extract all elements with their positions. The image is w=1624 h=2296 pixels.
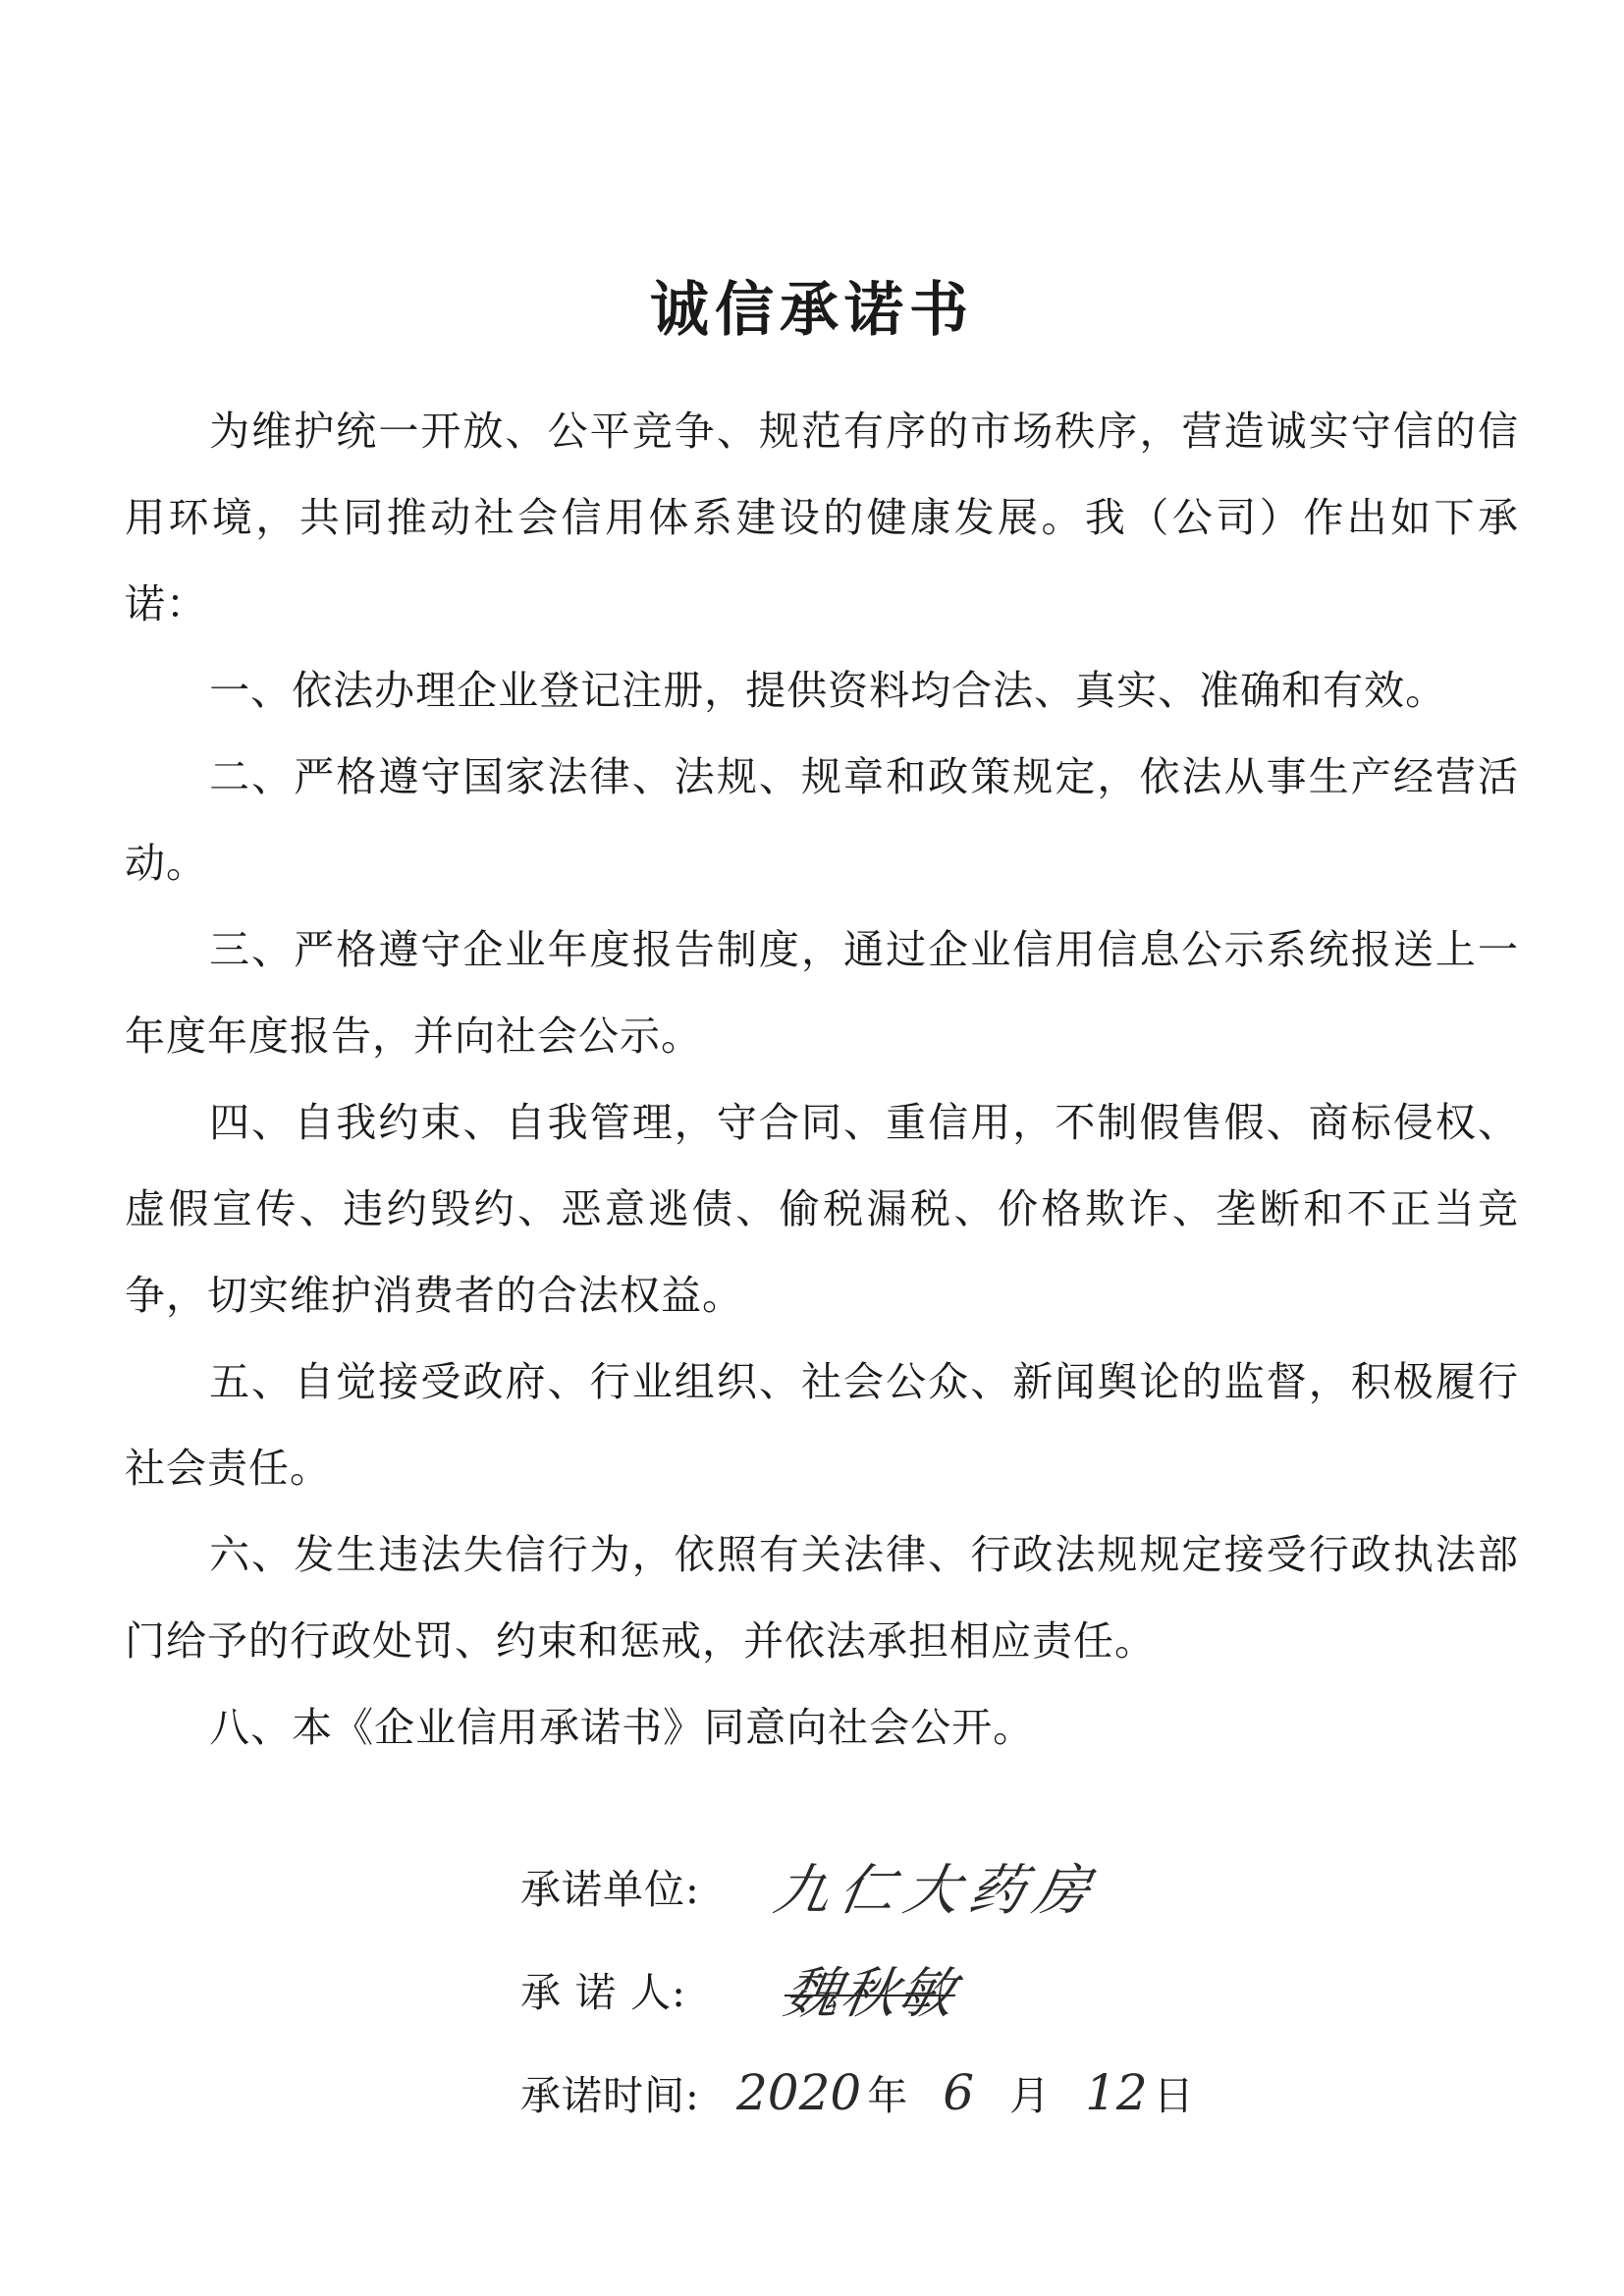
handwritten-date: [736, 2063, 1200, 2121]
unit-label: 承诺单位:: [520, 1866, 700, 1913]
signature-date-row: [520, 2041, 1208, 2144]
signature-person-row: [520, 1938, 1208, 2041]
signature-unit-row: [520, 1834, 1208, 1938]
date-label: 承诺时间:: [520, 2072, 700, 2119]
commitment-item-6: 六、发生违法失信行为，依照有关法律、行政法规规定接受行政执法部门给予的行政处罚、约束和惩戒，并依法承担相应责任。: [125, 1531, 1519, 1665]
commitment-item-3: 三、严格遵守企业年度报告制度，通过企业信用信息公示系统报送上一年度年度报告，并向社会公示。: [125, 926, 1519, 1060]
date-year-char: 年: [867, 2072, 908, 2119]
commitment-item-8: 八、本《企业信用承诺书》同意向社会公开。: [209, 1704, 1035, 1751]
person-handwritten-signature: 魏秋敏: [779, 1961, 961, 2026]
commitment-item-5: 五、自觉接受政府、行业组织、社会公众、新闻舆论的监督，积极履行社会责任。: [125, 1358, 1519, 1492]
unit-handwritten-signature: 九仁大药房: [769, 1858, 1105, 1923]
commitment-item-2: 二、严格遵守国家法律、法规、规章和政策规定，依法从事生产经营活动。: [125, 753, 1519, 887]
date-day-char: 日: [1153, 2072, 1194, 2119]
person-label: 承 诺 人:: [520, 1969, 686, 2016]
document-body: [125, 388, 1519, 1771]
document-title: 诚信承诺书: [650, 276, 974, 345]
date-month: 6: [943, 2064, 975, 2121]
date-month-char: 月: [1009, 2072, 1051, 2119]
commitment-item-4: 四、自我约束、自我管理，守合同、重信用，不制假售假、商标侵权、虚假宣传、违约毁约、恶意逃债、偷税漏税、价格欺诈、垄断和不正当竞争，切实维护消费者的合法权益。: [125, 1099, 1519, 1319]
date-year: 2020: [736, 2064, 862, 2121]
date-day: 12: [1085, 2064, 1148, 2121]
signature-block: [520, 1834, 1208, 2144]
commitment-item-1: 一、依法办理企业登记注册，提供资料均合法、真实、准确和有效。: [209, 667, 1447, 714]
intro-paragraph: 为维护统一开放、公平竞争、规范有序的市场秩序，营造诚实守信的信用环境，共同推动社会信用体系建设的健康发展。我（公司）作出如下承诺：: [125, 408, 1519, 628]
